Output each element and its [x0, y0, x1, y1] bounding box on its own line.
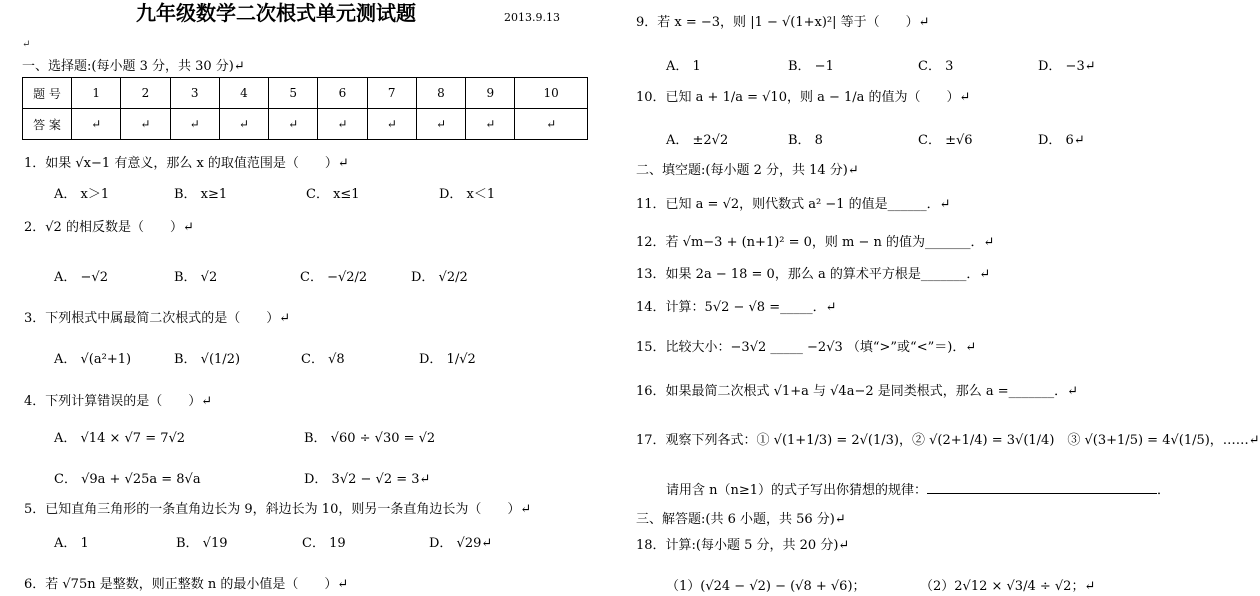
question-17-prompt [666, 480, 1170, 500]
q9-option-d: D． −3↵ [1038, 59, 1096, 74]
table-cell: 1 [72, 78, 121, 109]
q10-option-d: D． 6↵ [1038, 133, 1085, 148]
q2-option-a: A． −√2 [54, 270, 108, 285]
q1-option-a: A． x＞1 [54, 187, 110, 202]
answer-table [22, 77, 588, 140]
paragraph-mark: ↵ [22, 39, 31, 50]
question-4: 4．下列计算错误的是（ ）↵ [24, 394, 213, 409]
q3-option-b: B． √(1/2) [174, 352, 241, 367]
left-column [18, 0, 603, 594]
question-1: 1．如果 √x−1 有意义，那么 x 的取值范围是（ ）↵ [24, 156, 349, 171]
question-17-prompt-end: ． [1157, 483, 1171, 498]
q5-option-d: D． √29↵ [429, 536, 493, 551]
q2-option-b: B． √2 [174, 270, 218, 285]
q5-option-b: B． √19 [176, 536, 228, 551]
answer-cell[interactable]: ↵ [318, 109, 367, 140]
table-cell: 2 [121, 78, 170, 109]
table-cell-label: 答 案 [23, 109, 72, 140]
question-14: 14．计算：5√2 − √8 =_____．↵ [636, 300, 837, 315]
question-15: 15．比较大小：−3√2 _____ −2√3 （填“>”或“<”＝)．↵ [636, 340, 977, 355]
table-cell-label: 题 号 [23, 78, 72, 109]
section-heading-fill: 二、填空题:(每小题 2 分，共 14 分)↵ [636, 163, 859, 178]
q9-option-a: A． 1 [666, 59, 701, 74]
date-label: 2013.9.13 [504, 11, 560, 24]
q2-option-d: D． √2/2 [411, 270, 468, 285]
answer-cell[interactable]: ↵ [416, 109, 465, 140]
section-heading-choice: 一、选择题:(每小题 3 分，共 30 分)↵ [22, 59, 245, 74]
answer-cell[interactable]: ↵ [515, 109, 588, 140]
q4-option-d: D． 3√2 − √2 = 3↵ [304, 472, 431, 487]
question-5: 5．已知直角三角形的一条直角边长为 9，斜边长为 10，则另一条直角边长为（ ）↵ [24, 502, 532, 517]
answer-cell[interactable]: ↵ [121, 109, 170, 140]
q4-option-c: C． √9a + √25a = 8√a [54, 472, 201, 487]
q9-option-b: B． −1 [788, 59, 834, 74]
right-column [636, 0, 1260, 594]
q5-option-a: A． 1 [54, 536, 89, 551]
answer-cell[interactable]: ↵ [219, 109, 268, 140]
table-cell: 3 [170, 78, 219, 109]
question-13: 13．如果 2a − 18 = 0，那么 a 的算术平方根是_______．↵ [636, 267, 991, 282]
question-9: 9．若 x = −3，则 |1 − √(1+x)²| 等于（ ）↵ [636, 15, 930, 30]
q2-option-c: C． −√2/2 [300, 270, 368, 285]
answer-cell[interactable]: ↵ [72, 109, 121, 140]
answer-blank[interactable] [927, 480, 1157, 494]
answer-cell[interactable]: ↵ [170, 109, 219, 140]
table-cell: 4 [219, 78, 268, 109]
q10-option-b: B． 8 [788, 133, 823, 148]
q4-option-b: B． √60 ÷ √30 = √2 [304, 431, 436, 446]
table-cell: 9 [466, 78, 515, 109]
question-17-prompt-text: 请用含 n（n≥1）的式子写出你猜想的规律： [666, 483, 928, 498]
page-title: 九年级数学二次根式单元测试题 [136, 1, 416, 25]
q3-option-d: D． 1/√2 [419, 352, 476, 367]
question-11: 11．已知 a = √2，则代数式 a² −1 的值是______．↵ [636, 197, 951, 212]
q5-option-c: C． 19 [302, 536, 346, 551]
question-18: 18．计算:(每小题 5 分，共 20 分)↵ [636, 538, 850, 553]
q9-option-c: C． 3 [918, 59, 954, 74]
question-18-part-1: （1）(√24 − √2) − (√8 + √6)； [666, 579, 866, 594]
table-row [23, 78, 588, 109]
table-cell: 6 [318, 78, 367, 109]
answer-cell[interactable]: ↵ [367, 109, 416, 140]
question-3: 3．下列根式中属最简二次根式的是（ ）↵ [24, 311, 291, 326]
question-12: 12．若 √m−3 + (n+1)² = 0，则 m − n 的值为_______．↵ [636, 235, 995, 250]
question-6: 6．若 √75n 是整数，则正整数 n 的最小值是（ ）↵ [24, 577, 349, 592]
q1-option-c: C． x≤1 [306, 187, 360, 202]
answer-cell[interactable]: ↵ [269, 109, 318, 140]
section-heading-solve: 三、解答题:(共 6 小题，共 56 分)↵ [636, 512, 846, 527]
q10-option-a: A． ±2√2 [666, 133, 729, 148]
table-cell: 5 [269, 78, 318, 109]
q1-option-d: D． x＜1 [439, 187, 496, 202]
q10-option-c: C． ±√6 [918, 133, 973, 148]
q3-option-a: A． √(a²+1) [54, 352, 132, 367]
table-cell: 8 [416, 78, 465, 109]
question-16: 16．如果最简二次根式 √1+a 与 √4a−2 是同类根式，那么 a =_______．↵ [636, 384, 1079, 399]
question-17: 17．观察下列各式：① √(1+1/3) = 2√(1/3)，② √(2+1/4) = 3√(1/4) ③ √(3+1/5) = 4√(1/5)，……↵ [636, 433, 1260, 448]
q3-option-c: C． √8 [301, 352, 345, 367]
q1-option-b: B． x≥1 [174, 187, 228, 202]
question-2: 2．√2 的相反数是（ ）↵ [24, 220, 194, 235]
table-cell: 7 [367, 78, 416, 109]
table-cell: 10 [515, 78, 588, 109]
question-10: 10．已知 a + 1/a = √10，则 a − 1/a 的值为（ ）↵ [636, 90, 971, 105]
q4-option-a: A． √14 × √7 = 7√2 [54, 431, 186, 446]
answer-cell[interactable]: ↵ [466, 109, 515, 140]
table-row [23, 109, 588, 140]
question-18-part-2: （2）2√12 × √3/4 ÷ √2；↵ [920, 579, 1096, 594]
